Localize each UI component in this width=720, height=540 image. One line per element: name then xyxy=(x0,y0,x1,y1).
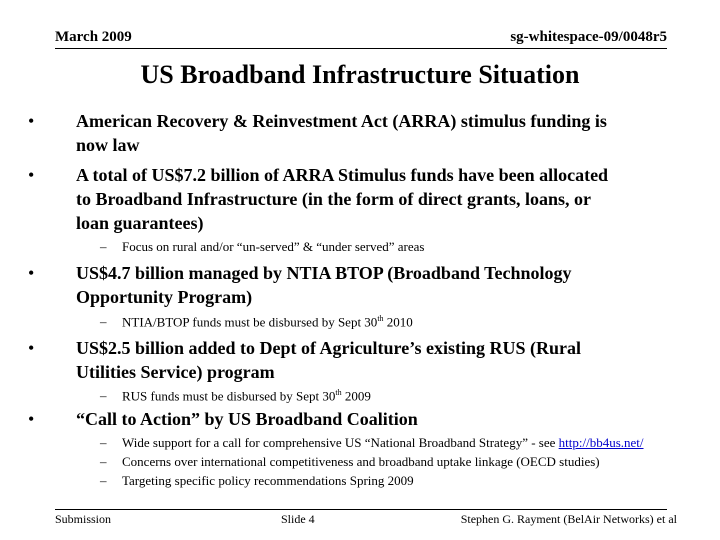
sup-text: th xyxy=(377,314,384,323)
dash-icon: – xyxy=(100,314,107,329)
bullet-line: A total of US$7.2 billion of ARRA Stimulus funds have been allocated xyxy=(76,165,609,185)
header-date: March 2009 xyxy=(55,29,132,45)
bullet-line: now law xyxy=(76,135,140,155)
footer-rule xyxy=(55,509,667,510)
bullet-line: Opportunity Program) xyxy=(76,287,253,307)
bullet-icon: • xyxy=(28,263,35,283)
sup-text: th xyxy=(335,388,342,397)
bullet-icon: • xyxy=(28,338,35,358)
sub-bullet xyxy=(122,388,371,404)
dash-icon: – xyxy=(100,239,107,254)
sub-text: 2010 xyxy=(383,314,413,330)
bullet-line: US$2.5 billion added to Dept of Agriculture’s existing RUS (Rural xyxy=(76,338,582,358)
dash-icon: – xyxy=(100,473,107,488)
dash-icon: – xyxy=(100,388,107,403)
sub-bullet: Focus on rural and/or “un-served” & “under served” areas xyxy=(122,239,425,254)
bullet-line: Utilities Service) program xyxy=(76,362,275,382)
bullet-line: US$4.7 billion managed by NTIA BTOP (Broadband Technology xyxy=(76,263,572,283)
footer-left: Submission xyxy=(55,512,112,526)
bullet-line: loan guarantees) xyxy=(76,213,204,233)
sub-text: 2009 xyxy=(341,388,371,404)
sub-text: RUS funds must be disbursed by Sept 30 xyxy=(122,388,336,404)
footer-author: Stephen G. Rayment (BelAir Networks) et al xyxy=(460,512,677,526)
bb4us-link[interactable]: http://bb4us.net/ xyxy=(558,435,644,450)
bullet-icon: • xyxy=(28,409,35,429)
dash-icon: – xyxy=(100,435,107,450)
bullet-icon: • xyxy=(28,111,35,131)
sub-text: Wide support for a call for comprehensive US “National Broadband Strategy” - see xyxy=(122,435,559,450)
bullet-line: to Broadband Infrastructure (in the form of direct grants, loans, or xyxy=(76,189,591,209)
footer-slide-number: Slide 4 xyxy=(281,512,315,526)
sub-text: NTIA/BTOP funds must be disbursed by Sept 30 xyxy=(122,314,378,330)
bullet-icon: • xyxy=(28,165,35,185)
bullet-line: “Call to Action” by US Broadband Coalition xyxy=(76,409,418,429)
slide-title: US Broadband Infrastructure Situation xyxy=(140,60,580,89)
sub-bullet xyxy=(122,435,644,451)
header-doc-id: sg-whitespace-09/0048r5 xyxy=(510,29,667,45)
sub-bullet: Targeting specific policy recommendations Spring 2009 xyxy=(122,473,414,488)
sub-bullet: Concerns over international competitiveness and broadband uptake linkage (OECD studies) xyxy=(122,454,600,469)
dash-icon: – xyxy=(100,454,107,469)
header-rule xyxy=(55,48,667,49)
sub-bullet xyxy=(122,314,413,330)
bullet-line: American Recovery & Reinvestment Act (ARRA) stimulus funding is xyxy=(76,111,607,131)
